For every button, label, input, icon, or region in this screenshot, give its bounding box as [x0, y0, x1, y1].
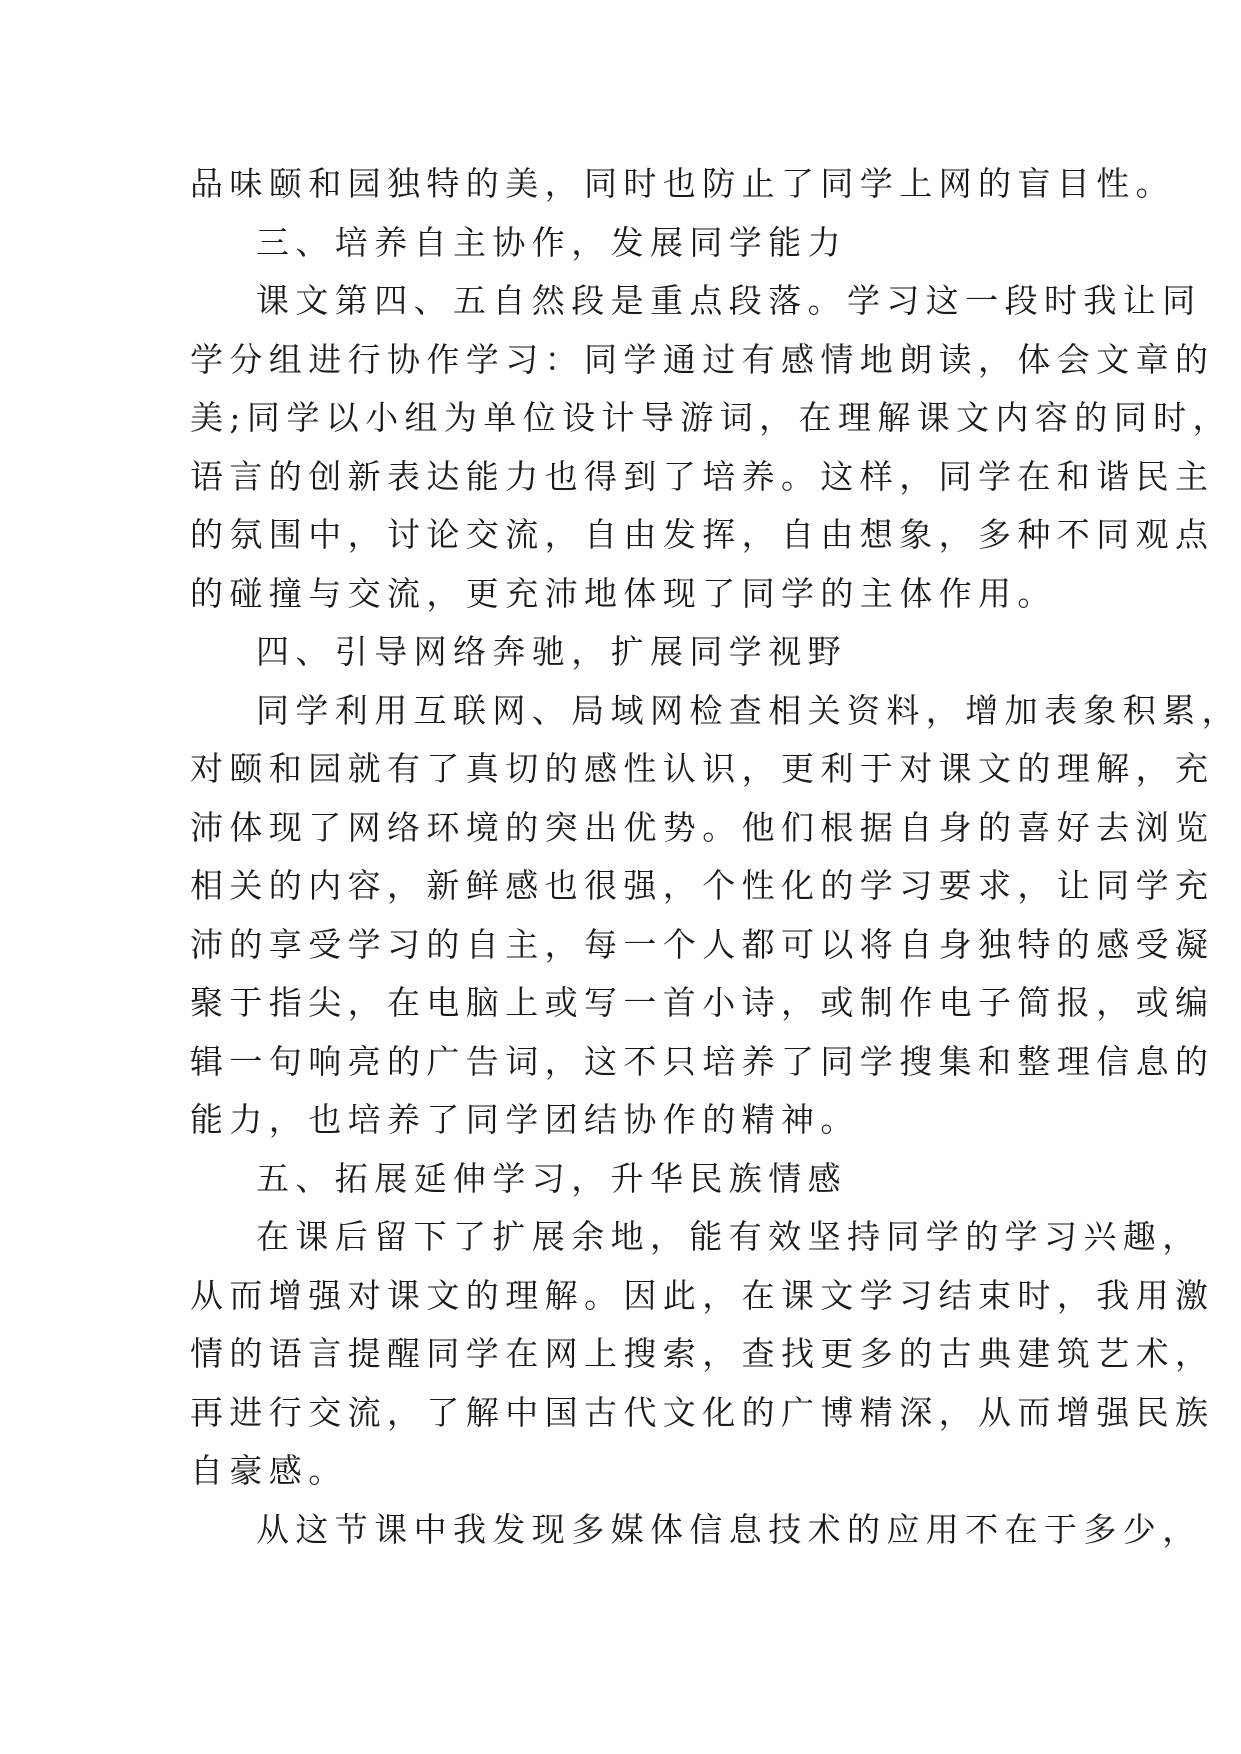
- section-heading: 三、培养自主协作，发展同学能力: [256, 222, 847, 262]
- text-line: 的碰撞与交流，更充沛地体现了同学的主体作用。: [190, 573, 1057, 613]
- text-line: 从而增强对课文的理解。因此，在课文学习结束时，我用激: [190, 1275, 1215, 1315]
- text-line: 语言的创新表达能力也得到了培养。这样，同学在和谐民主: [190, 456, 1215, 496]
- text-line: 对颐和园就有了真切的感性认识，更利于对课文的理解，充: [190, 749, 1215, 788]
- text-line: 聚于指尖，在电脑上或写一首小诗，或制作电子简报，或编: [190, 983, 1215, 1022]
- text-line: 从这节课中我发现多媒体信息技术的应用不在于多少，: [256, 1509, 1202, 1549]
- section-heading: 五、拓展延伸学习，升华民族情感: [256, 1158, 847, 1198]
- text-line: 同学利用互联网、局域网检查相关资料，增加表象积累，: [256, 690, 1241, 730]
- text-line: 沛体现了网络环境的突出优势。他们根据自身的喜好去浏览: [190, 807, 1215, 847]
- text-line: 课文第四、五自然段是重点段落。学习这一段时我让同: [256, 281, 1202, 320]
- text-line: 的氛围中，讨论交流，自由发挥，自由想象，多种不同观点: [190, 515, 1215, 554]
- text-line: 品味颐和园独特的美，同时也防止了同学上网的盲目性。: [190, 164, 1175, 203]
- text-line: 再进行交流，了解中国古代文化的广博精深，从而增强民族: [190, 1392, 1215, 1432]
- text-line: 情的语言提醒同学在网上搜索，查找更多的古典建筑艺术，: [190, 1334, 1215, 1373]
- text-line: 能力，也培养了同学团结协作的精神。: [190, 1100, 860, 1139]
- text-line: 辑一句响亮的广告词，这不只培养了同学搜集和整理信息的: [190, 1041, 1215, 1081]
- text-line: 美;同学以小组为单位设计导游词，在理解课文内容的同时，: [190, 398, 1232, 437]
- text-line: 学分组进行协作学习：同学通过有感情地朗读，体会文章的: [190, 339, 1215, 379]
- text-line: 沛的享受学习的自主，每一个人都可以将自身独特的感受凝: [190, 924, 1215, 964]
- text-line: 自豪感。: [190, 1451, 348, 1490]
- document-page: [190, 155, 1241, 1559]
- section-heading: 四、引导网络奔驰，扩展同学视野: [256, 632, 847, 671]
- text-line: 相关的内容，新鲜感也很强，个性化的学习要求，让同学充: [190, 866, 1215, 905]
- text-line: 在课后留下了扩展余地，能有效坚持同学的学习兴趣，: [256, 1217, 1202, 1256]
